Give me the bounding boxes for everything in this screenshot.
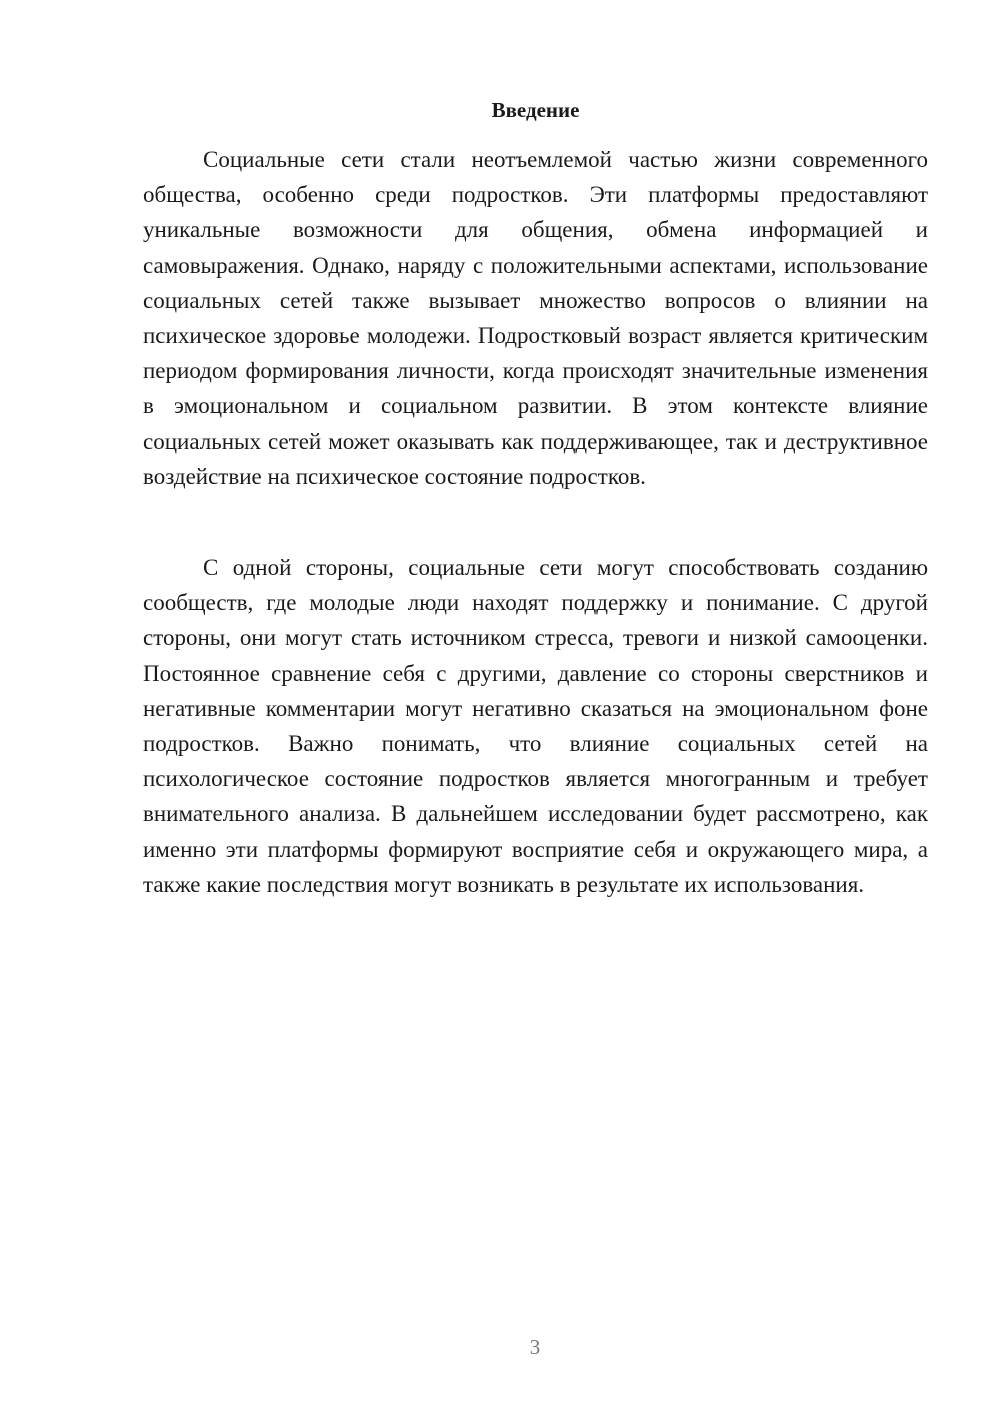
paragraph-1: Социальные сети стали неотъемлемой частью жизни современного общества, особенно среди подростков. Эти платформы предоставляют уникальные возможности для общения, обмена информацией и самовыражения. Однако, наряду с положительными аспектами, использование социальных сетей также вызывает множество вопросов о влиянии на психическое здоровье молодежи. Подростковый возраст является критическим периодом формирования личности, когда происходят значительные изменения в эмоциональном и социальном развитии. В этом контексте влияние социальных сетей может оказывать как поддерживающее, так и деструктивное воздействие на психическое состояние подростков. xyxy=(143,147,928,489)
page-number: 3 xyxy=(529,1335,541,1359)
paragraph-2: С одной стороны, социальные сети могут способствовать созданию сообществ, где молодые люди находят поддержку и понимание. С другой стороны, они могут стать источником стресса, тревоги и низкой самооценки. Постоянное сравнение себя с другими, давление со стороны сверстников и негативные комментарии могут негативно сказаться на эмоциональном фоне подростков. Важно понимать, что влияние социальных сетей на психологическое состояние подростков является многогранным и требует внимательного анализа. В дальнейшем исследовании будет рассмотрено, как именно эти платформы формируют восприятие себя и окружающего мира, а также какие последствия могут возникать в результате их использования. xyxy=(143,555,928,897)
section-heading: Введение xyxy=(491,98,580,122)
